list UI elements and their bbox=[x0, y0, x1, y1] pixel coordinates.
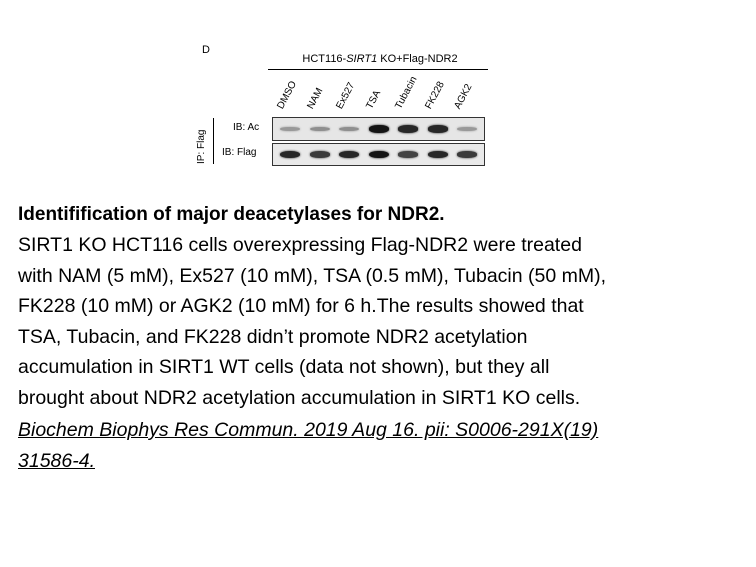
flag-band-tsa bbox=[369, 151, 389, 159]
header-rule bbox=[268, 69, 488, 70]
citation-line: Biochem Biophys Res Commun. 2019 Aug 16. pii: S0006-291X(19) bbox=[18, 419, 599, 441]
citation-link[interactable] bbox=[18, 415, 748, 477]
ac-band-dmso bbox=[280, 127, 300, 131]
lane-label-nam: NAM bbox=[304, 86, 325, 111]
flag-band-agk2 bbox=[457, 151, 477, 158]
caption-line: brought about NDR2 acetylation accumulation in SIRT1 KO cells. bbox=[18, 386, 581, 409]
flag-band-dmso bbox=[280, 151, 300, 158]
ib-flag-label: IB: Flag bbox=[222, 147, 257, 158]
flag-band-tubacin bbox=[398, 151, 418, 158]
caption-body bbox=[18, 230, 748, 413]
ac-band-agk2 bbox=[457, 127, 477, 131]
ac-band-tubacin bbox=[398, 125, 418, 132]
cell-line-gene: SIRT1 bbox=[346, 53, 378, 65]
lane-label-fk228: FK228 bbox=[422, 79, 447, 111]
citation-line: 31586-4. bbox=[18, 450, 95, 472]
blot-ib-flag bbox=[272, 143, 485, 166]
cell-line-header bbox=[270, 53, 490, 65]
caption-line: TSA, Tubacin, and FK228 didn’t promote NDR2 acetylation bbox=[18, 325, 528, 348]
lane-label-ex527: Ex527 bbox=[334, 80, 358, 111]
caption-line: with NAM (5 mM), Ex527 (10 mM), TSA (0.5 mM), Tubacin (50 mM), bbox=[18, 264, 607, 287]
blot-ib-ac bbox=[272, 117, 485, 141]
caption-line: accumulation in SIRT1 WT cells (data not shown), but they all bbox=[18, 356, 550, 378]
cell-line-suffix: KO+Flag-NDR2 bbox=[377, 53, 458, 65]
lane-label-tubacin: Tubacin bbox=[393, 74, 420, 111]
figure-caption bbox=[18, 200, 748, 477]
ip-bracket bbox=[213, 118, 214, 164]
caption-title: Identifification of major deacetylases for NDR2. bbox=[18, 204, 445, 225]
caption-line: FK228 (10 mM) or AGK2 (10 mM) for 6 h.The results showed that bbox=[18, 295, 584, 317]
lane-label-tsa: TSA bbox=[363, 88, 383, 111]
flag-band-nam bbox=[310, 151, 330, 158]
lane-label-dmso: DMSO bbox=[275, 79, 300, 111]
ip-flag-label: IP: Flag bbox=[196, 129, 207, 164]
western-blot-figure bbox=[0, 0, 756, 180]
panel-letter: D bbox=[202, 44, 210, 56]
ac-band-nam bbox=[310, 127, 330, 132]
ac-band-fk228 bbox=[428, 125, 448, 132]
caption-line: SIRT1 KO HCT116 cells overexpressing Flag-NDR2 were treated bbox=[18, 234, 582, 256]
flag-band-fk228 bbox=[428, 151, 448, 158]
ib-ac-label: IB: Ac bbox=[233, 122, 260, 133]
ac-band-ex527 bbox=[339, 127, 359, 132]
flag-band-ex527 bbox=[339, 151, 359, 158]
cell-line-prefix: HCT116- bbox=[302, 53, 347, 65]
ac-band-tsa bbox=[369, 125, 389, 133]
lane-label-agk2: AGK2 bbox=[452, 82, 475, 111]
